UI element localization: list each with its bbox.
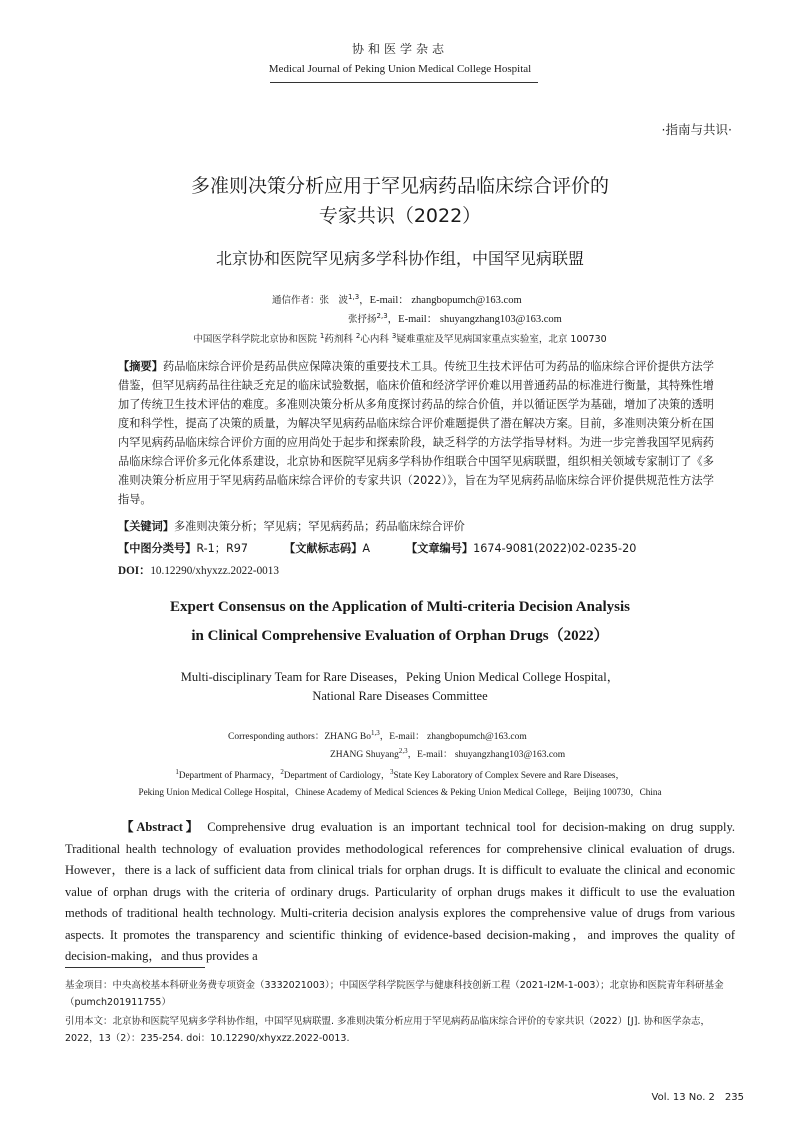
title-cn-line1: 多准则决策分析应用于罕见病药品临床综合评价的 — [190, 175, 609, 197]
corresponding-author-en-1 — [228, 728, 527, 742]
page-info: Vol. 13 No. 2 235 — [651, 1092, 744, 1103]
author-email: ，E-mail： zhangbopumch@163.com — [359, 295, 522, 306]
authors-en-line1: Multi-disciplinary Team for Rare Diseases，Peking Union Medical College Hospital， — [180, 670, 620, 684]
funding-footnote: 基金项目：中央高校基本科研业务费专项资金（3332021003）；中国医学科学院医学与健康科技创新工程（2021-I2M-1-003）；北京协和医院青年科研基金（pumch201911755） — [65, 980, 724, 1008]
section-tag: ·指南与共识· — [661, 122, 732, 137]
affiliation-dept: Department of Cardiology， — [283, 770, 391, 780]
corresponding-author-cn-1 — [272, 292, 522, 307]
affiliation-sup: 1 — [175, 767, 179, 776]
keywords-cn — [118, 518, 465, 534]
affiliation-sup: 2 — [355, 331, 361, 340]
affiliation-prefix: 中国医学科学院北京协和医院 — [193, 334, 317, 345]
authors-en-line2: National Rare Diseases Committee — [312, 689, 488, 703]
affiliation-sup: 3 — [390, 767, 394, 776]
author-name: ZHANG Bo — [324, 732, 372, 742]
abstract-cn — [118, 357, 714, 509]
author-email: ，E-mail： shuyangzhang103@163.com — [407, 750, 566, 760]
affiliation-dept: 心内科 — [360, 334, 389, 345]
doc-label: 【文献标志码】 — [284, 542, 363, 555]
article-label: 【文章编号】 — [405, 542, 474, 555]
affiliation-sup: 2 — [280, 767, 284, 776]
abstract-label-cn: 【摘要】 — [118, 360, 163, 373]
corresponding-author-en-2 — [330, 746, 565, 760]
author-name: 张 波 — [319, 295, 349, 306]
abstract-label-en: 【Abstract】 — [121, 820, 202, 834]
journal-name-en: Medical Journal of Peking Union Medical College Hospital — [268, 63, 532, 75]
abstract-en — [65, 817, 735, 968]
title-en-line2: in Clinical Comprehensive Evaluation of Orphan Drugs（2022） — [191, 628, 609, 644]
clc-label: 【中图分类号】 — [118, 542, 197, 555]
doi-label: DOI： — [118, 565, 151, 577]
affiliation-sup: 3 — [391, 331, 397, 340]
author-email: ，E-mail： zhangbopumch@163.com — [379, 732, 527, 742]
title-en-line1: Expert Consensus on the Application of Multi-criteria Decision Analysis — [169, 599, 630, 615]
corresponding-author-cn-2 — [348, 311, 562, 326]
abstract-text-cn: 药品临床综合评价是药品供应保障决策的重要技术工具。传统卫生技术评估可为药品的临床综合评价提供方法学借鉴，但罕见病药品往往缺乏充足的临床试验数据，临床价值和经济学评价难以用普通药品的标准进行衡量，其特殊性增加了传统卫生技术评估的难度。多准则决策分析从多角度探讨药品的综合价值，并以循证医学为基础，增加了决策的透明度和科学性，提高了决策的质量，为解决罕见病药品临床综合评价难题提供了潜在解决方案。目前，多准则决策分析在国内罕见病药品临床综合评价方面的应用尚处于起步和探索阶段，缺乏科学的方法学指导材料。为进一步完善我国罕见病药品临床综合评价多元化体系建设，北京协和医院罕见病多学科协作组联合中国罕见病联盟，组织相关领域专家制订了《多准则决策分析应用于罕见病药品临床综合评价的专家共识（2022）》，旨在为罕见病药品临床综合评价提供规范性方法学指导。 — [118, 360, 714, 506]
classification-cn — [118, 540, 636, 556]
author-email: ，E-mail： shuyangzhang103@163.com — [387, 314, 562, 325]
article-value: 1674-9081(2022)02-0235-20 — [473, 542, 637, 555]
corresponding-label-cn: 通信作者： — [272, 295, 320, 306]
authors-cn: 北京协和医院罕见病多学科协作组，中国罕见病联盟 — [215, 249, 584, 268]
keywords-text: 多准则决策分析；罕见病；罕见病药品；药品临床综合评价 — [173, 520, 465, 533]
author-name: ZHANG Shuyang — [330, 750, 399, 760]
affiliation-dept: Department of Pharmacy， — [178, 770, 281, 780]
author-sup: 1,3 — [371, 728, 380, 737]
affiliation-dept: 疑难重症及罕见病国家重点实验室，北京 100730 — [396, 334, 607, 345]
author-sup: 2,3 — [376, 311, 388, 320]
doi-value[interactable]: 10.12290/xhyxzz.2022-0013 — [150, 565, 279, 577]
corresponding-label-en: Corresponding authors： — [228, 732, 325, 742]
doi — [118, 562, 279, 578]
affiliation-en-line2: Peking Union Medical College Hospital，Chinese Academy of Medical Sciences & Peking Union Medical College，Beijing 100730，China — [138, 787, 662, 797]
affiliation-dept: State Key Laboratory of Complex Severe and Rare Diseases， — [393, 770, 625, 780]
citation-footnote: 引用本文：北京协和医院罕见病多学科协作组，中国罕见病联盟. 多准则决策分析应用于罕见病药品临床综合评价的专家共识（2022）[J]. 协和医学杂志，2022，13（2）：235-254. doi：10.12290/xhyxzz.2022-0013. — [65, 1016, 710, 1044]
footnote-rule — [65, 967, 205, 968]
author-name: 张抒扬 — [348, 314, 377, 325]
keywords-label: 【关键词】 — [118, 520, 174, 533]
title-cn-line2: 专家共识（2022） — [318, 205, 482, 227]
author-sup: 1,3 — [348, 292, 360, 301]
affiliation-en-line1 — [0, 767, 800, 781]
affiliation-dept: 药剂科 — [324, 334, 353, 345]
affiliation-sup: 1 — [319, 331, 325, 340]
affiliation-cn — [0, 331, 800, 345]
clc-value: R-1；R97 — [196, 542, 248, 555]
author-sup: 2,3 — [398, 746, 408, 755]
header-rule — [270, 82, 538, 83]
abstract-text-en: Comprehensive drug evaluation is an important technical tool for decision-making on drug supply. Traditional health technology of evaluation provides methodological references for comprehensive clinical evaluation of drugs. However，there is a lack of sufficient data from clinical trials for orphan drugs. It is difficult to evaluate the clinical and economic value of orphan drugs with the criteria of ordinary drugs. Particularity of orphan drugs makes it difficult to use the evaluation methods of traditional health technology. Multi-criteria decision analysis explores the comprehensive value of drugs from various aspects. It promotes the transparency and scientific thinking of evidence-based decision-making，and improves the quality of decision-making，and thus provides a — [65, 820, 736, 963]
doc-value: A — [362, 542, 370, 555]
journal-name-cn: 协和医学杂志 — [351, 42, 448, 56]
